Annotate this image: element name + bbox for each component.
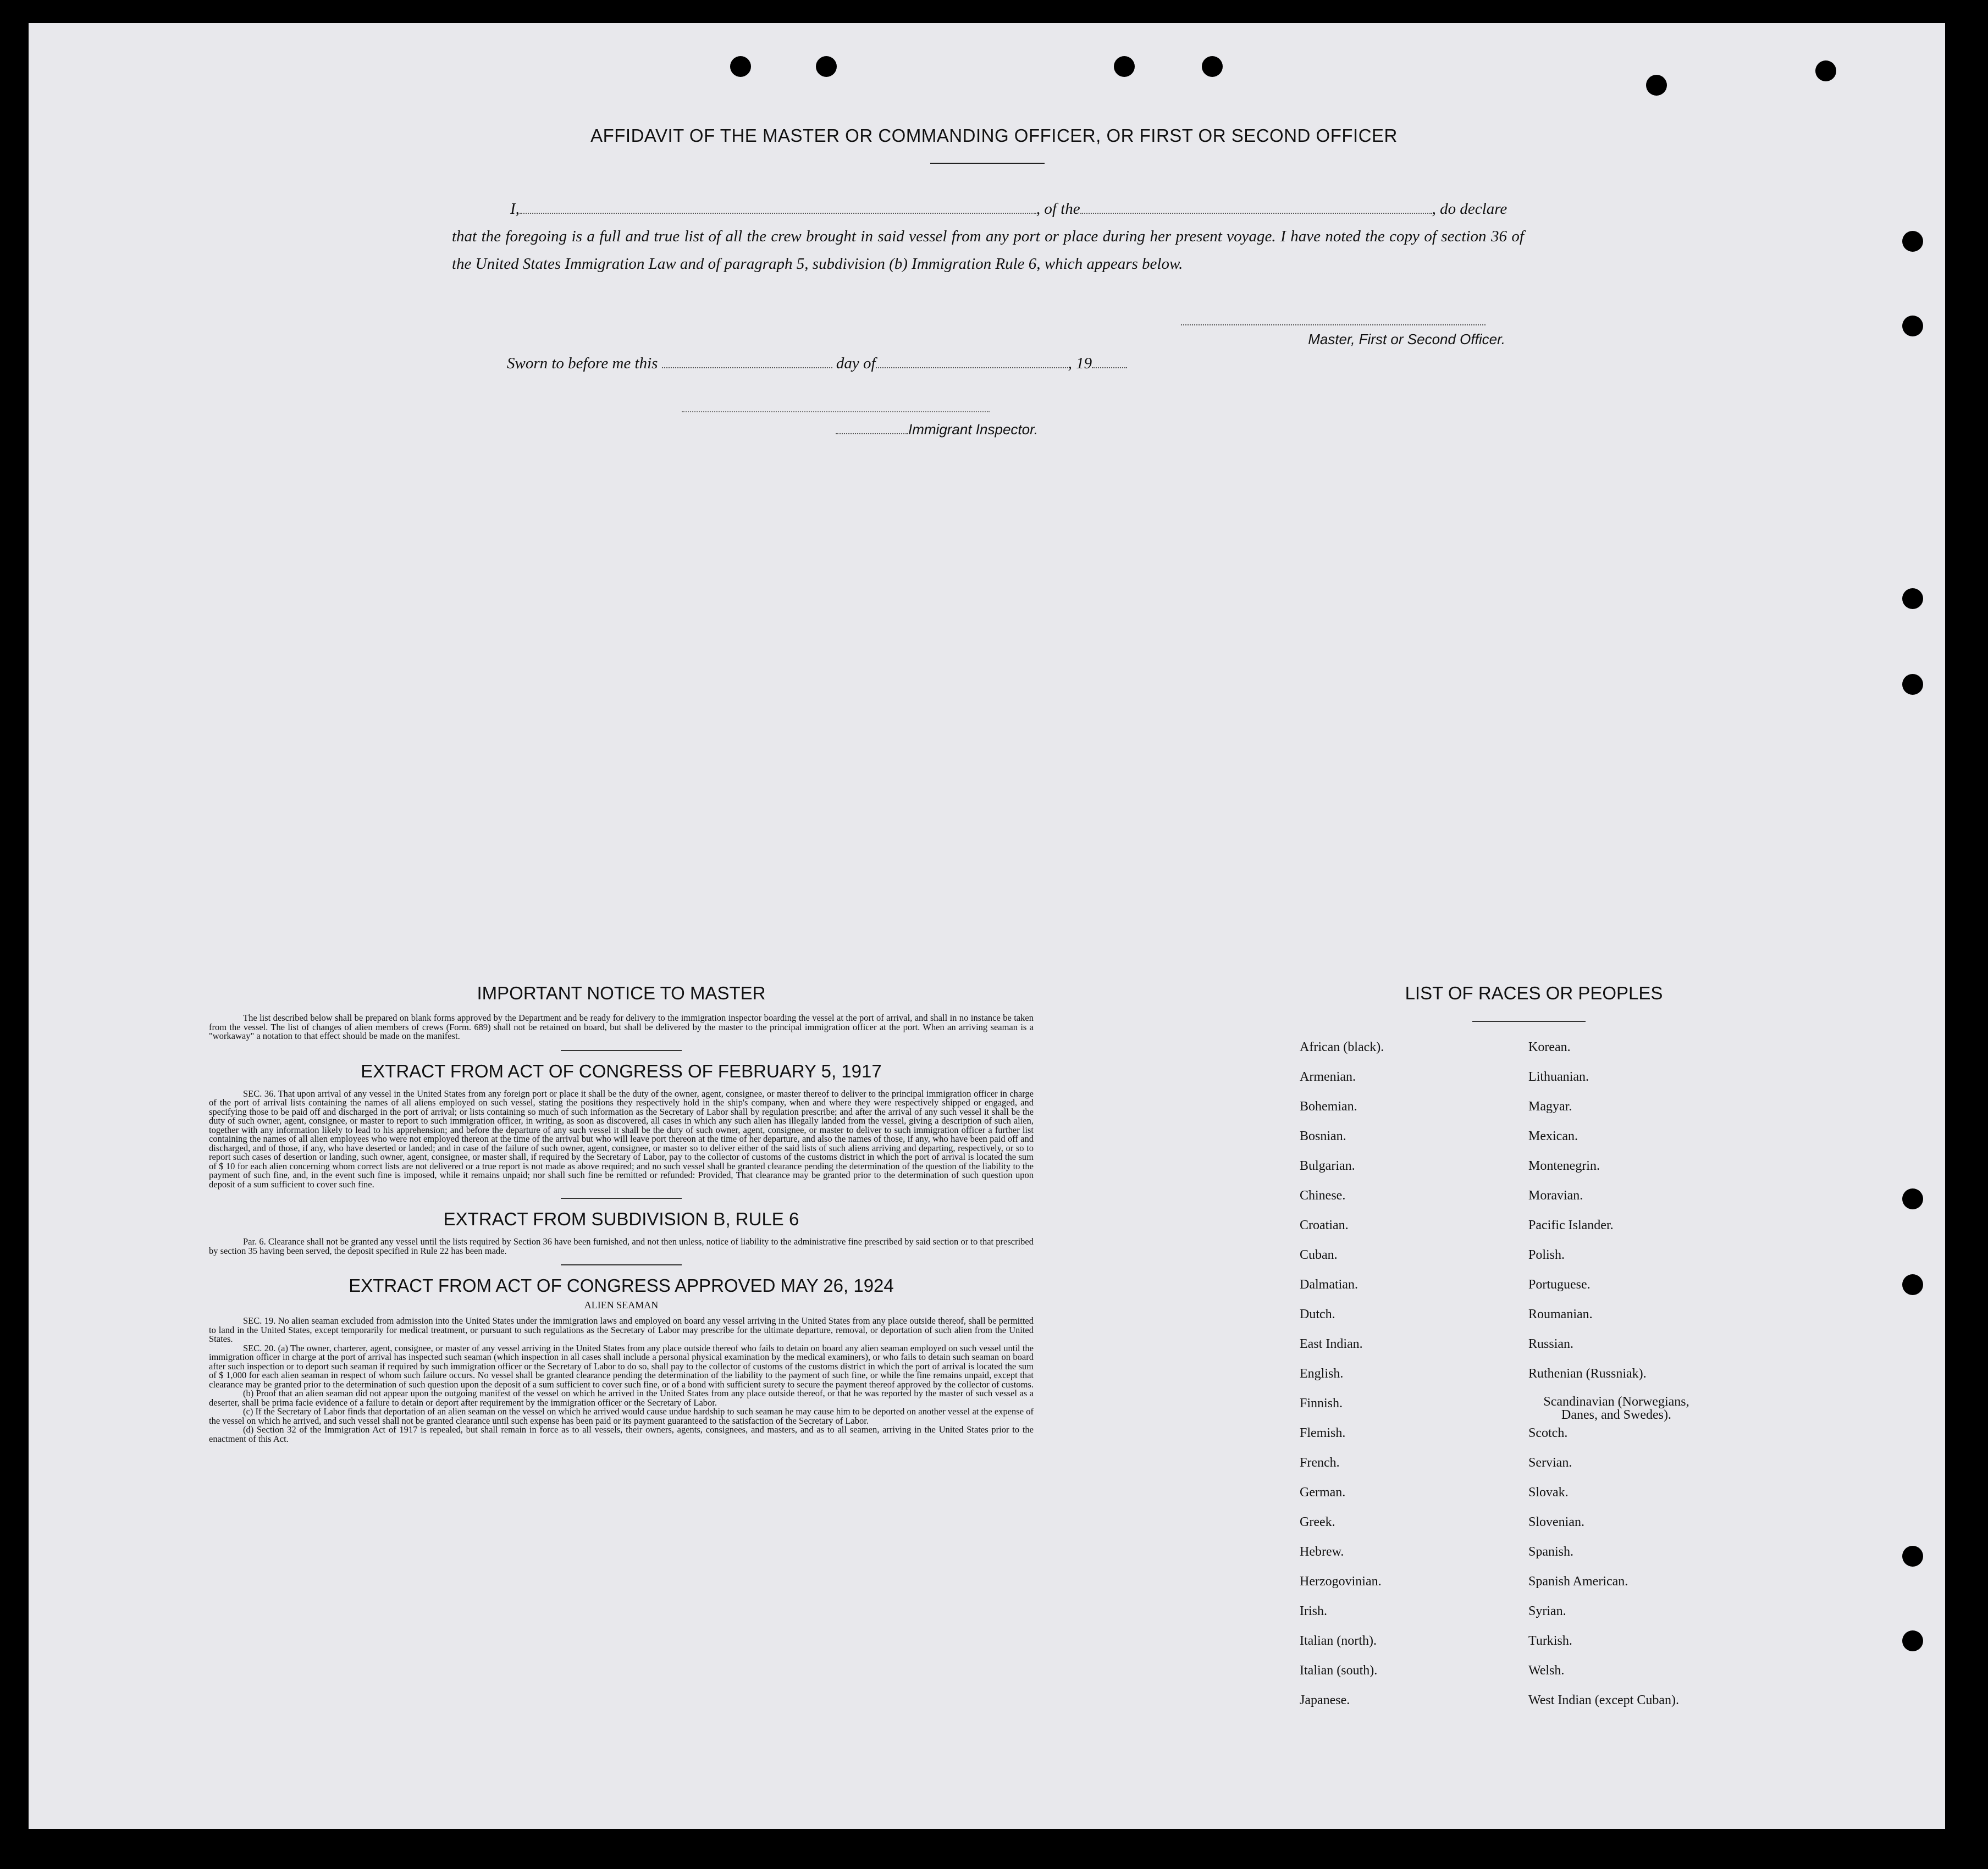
race-item: Portuguese. [1528,1278,1591,1292]
extract-1917-title: EXTRACT FROM ACT OF CONGRESS OF FEBRUARY 5, 1917 [361,1060,882,1081]
extract-1924-sec20b: (b) Proof that an alien seaman did not appear upon the outgoing manifest of the vessel on which he arrived in the United States from any place outside thereof, or that he was reported by the master of such vessel as a deserter, shall be prima facie evidence of a failure to detain or deport after requirement by the immigration officer or the Secretary of Labor. [209,1388,1034,1408]
race-item: Bohemian. [1300,1099,1357,1114]
race-item: Irish. [1300,1604,1327,1618]
extract-rule6-title: EXTRACT FROM SUBDIVISION B, RULE 6 [443,1209,799,1229]
race-item: Slovenian. [1528,1515,1584,1529]
race-item: Servian. [1528,1456,1572,1470]
race-item: Finnish. [1300,1396,1343,1411]
sworn-line [507,352,1127,373]
race-item: Lithuanian. [1528,1070,1589,1084]
race-item: Slovak. [1528,1485,1569,1500]
race-item: Roumanian. [1528,1307,1593,1321]
sworn-prefix: Sworn to before me this [507,355,658,372]
race-item: Dutch. [1300,1307,1335,1321]
extract-1924-sec20c: (c) If the Secretary of Labor finds that deportation of an alien seaman on the vessel on which he arrived would cause undue hardship to such seaman he may cause him to be deported on another vessel at the expense of the vessel on which he arrived, and such vessel shall not be granted clearance until such expense has been paid or its payment guaranteed to the satisfaction of the Secretary of Labor. [209,1406,1034,1426]
notice-title: IMPORTANT NOTICE TO MASTER [477,983,766,1003]
affidavit-i: I, [510,200,520,218]
race-item: Turkish. [1528,1634,1572,1648]
race-item: Pacific Islander. [1528,1218,1614,1232]
race-item: Mexican. [1528,1129,1578,1143]
notices-column [209,983,1034,1444]
race-item: Korean. [1528,1040,1571,1054]
inspector-label [836,421,1038,438]
divider [561,1050,682,1051]
punch-hole [1902,674,1923,695]
extract-1924-sec20a: SEC. 20. (a) The owner, charterer, agent, consignee, or master of any vessel arriving in the United States from any place outside thereof who fails to detain on board any alien seaman employed on such vessel until the immigration officer in charge at the port of arrival has inspected such seaman (which inspection in all cases shall include a personal physical examination by the medical examiners), or who fails to detain such seaman on board after such inspection or to deport such seaman if required by such immigration officer or the Secretary of Labor to do so, shall pay to the collector of customs of the customs district in which the port of arrival is located the sum of $ 1,000 for each alien seaman in respect of whom such failure occurs. No vessel shall be granted clearance pending the determination of the liability to the payment of such fine, or while the fine remains unpaid, except that clearance may be granted prior to the determination of such question upon the deposit of a sum sufficient to cover such fine, or of a bond with sufficient surety to secure the payment thereof approved by the collector of customs. [209,1342,1034,1390]
race-item: Bulgarian. [1300,1159,1355,1173]
race-item: Magyar. [1528,1099,1572,1114]
race-item: Ruthenian (Russniak). [1528,1367,1647,1381]
extract-1924-sec20d: (d) Section 32 of the Immigration Act of 1917 is repealed, but shall remain in force as to all vessels, their owners, agents, consignees, and masters, and as to all seamen, arriving in the United States prior to the enactment of this Act. [209,1424,1034,1444]
races-title: LIST OF RACES OR PEOPLES [1405,983,1663,1003]
race-item: Bosnian. [1300,1129,1346,1143]
race-item: Syrian. [1528,1604,1566,1618]
race-item: Greek. [1300,1515,1335,1529]
punch-hole [1902,316,1923,336]
extract-1924-title: EXTRACT FROM ACT OF CONGRESS APPROVED MAY 26, 1924 [349,1275,894,1296]
punch-hole [1114,56,1135,77]
inspector-label-text: Immigrant Inspector. [908,421,1039,438]
name-blank[interactable] [520,197,1036,214]
race-item: English. [1300,1367,1344,1381]
vessel-blank[interactable] [1080,197,1432,214]
sworn-year: , 19 [1068,355,1092,372]
affidavit-body [452,195,1524,278]
race-item: Spanish. [1528,1545,1574,1559]
race-item: Italian (south). [1300,1663,1378,1678]
race-item: Welsh. [1528,1663,1565,1678]
punch-hole [1646,75,1667,96]
punch-hole [1902,1274,1923,1295]
race-item: Italian (north). [1300,1634,1377,1648]
punch-hole [816,56,837,77]
sworn-year-blank[interactable] [1092,352,1127,368]
race-item: African (black). [1300,1040,1384,1054]
signature-line[interactable] [1181,324,1486,325]
races-column-1 [1300,1039,1384,1722]
notice-text: The list described below shall be prepared on blank forms approved by the Department and be ready for delivery to the immigration inspector boarding the vessel at the port of arrival, and shall in no instance be taken from the vessel. The list of changes of alien members of crews (Form. 689) shall not be retained on board, but shall be delivered by the master to the principal immigration officer at the port. When an arriving seaman is a "workaway" a notation to that effect should be made on the manifest. [209,1013,1034,1041]
affidavit-text: that the foregoing is a full and true list of all the crew brought in said vessel from any port or place during her present voyage. I have noted the copy of section 36 of the United States Immigration Law and of paragraph 5, subdivision (b) Immigration Rule 6, which appears below. [452,228,1524,273]
punch-hole [1902,1188,1923,1209]
punch-hole [1815,60,1836,81]
affidavit-declare: , do declare [1432,200,1507,218]
affidavit-of-the: , of the [1036,200,1080,218]
race-item: Scandinavian (Norwegians, Danes, and Swedes). [1543,1395,1689,1422]
extract-1924-sec19: SEC. 19. No alien seaman excluded from admission into the United States under the immigration laws and employed on board any vessel arriving in the United States from any place outside thereof, shall be permitted to land in the United States, except temporarily for medical treatment, or pursuant to such regulations as the Secretary of Labor may prescribe for the ultimate departure, removal, or deportation of such alien from the United States. [209,1315,1034,1344]
race-item: Chinese. [1300,1188,1346,1203]
punch-hole [1902,588,1923,609]
race-item: West Indian (except Cuban). [1528,1693,1679,1707]
race-item: Scotch. [1528,1426,1568,1440]
race-item: Cuban. [1300,1248,1338,1262]
punch-hole [1202,56,1223,77]
extract-1917-text: SEC. 36. That upon arrival of any vessel in the United States from any foreign port or place it shall be the duty of the owner, agent, consignee, or master thereof to deliver to the principal immigration officer in charge of the port of arrival lists containing the names of all aliens employed on such vessel, stating the positions they respectively hold in the ship's company, when and where they were respectively shipped or engaged, and specifying those to be paid off and discharged in the port of arrival; or lists containing so much of such information as the Secretary of Labor shall by regulation prescribe; and after the arrival of any such vessel it shall be the duty of such owner, agent, consignee, or master to report to such immigration officer, in writing, as soon as discovered, all cases in which any such alien has illegally landed from the vessel, giving a description of such alien, together with any information likely to lead to his apprehension; and before the departure of any such vessel it shall be the duty of such owner, agent, consignee, or master to deliver to such immigration officer a further list containing the names of all alien employees who were not employed thereon at the time of the arrival but who will leave port thereon at the time of her departure, and also the names of those, if any, who have been paid off and discharged, and of those, if any, who have deserted or landed; and in case of the failure of such owner, agent, consignee, or master so to deliver either of the said lists of such aliens arriving and departing, respectively, or so to report such cases of desertion or landing, such owner, agent, consignee, or master shall, if required by the Secretary of Labor, pay to the collector of customs of the customs district in which the port of arrival is located the sum of $ 10 for each alien concerning whom correct lists are not delivered or a true report is not made as above required; and no such vessel shall be granted clearance pending the determination of the question of the liability to the payment of such fine, and, in the event such fine is imposed, while it remains unpaid; nor shall such fine be remitted or refunded: Provided, That clearance may be granted prior to the determination of such question upon deposit of a sum sufficient to cover such fine. [209,1088,1034,1190]
race-item: Moravian. [1528,1188,1583,1203]
extract-rule6-text: Par. 6. Clearance shall not be granted any vessel until the lists required by Section 36 have been furnished, and not then unless, notice of liability to the administrative fine prescribed by said section or to that prescribed by section 35 having been served, the deposit specified in Rule 22 has been made. [209,1236,1034,1256]
race-item: French. [1300,1456,1340,1470]
sworn-month-blank[interactable] [876,352,1068,368]
race-item: Croatian. [1300,1218,1349,1232]
race-item: Spanish American. [1528,1574,1628,1589]
signature-label: Master, First or Second Officer. [1308,331,1505,347]
punch-hole [730,56,751,77]
inspector-signature-line[interactable] [682,411,990,412]
race-item: Flemish. [1300,1426,1346,1440]
race-item: Japanese. [1300,1693,1350,1707]
affidavit-first-line [452,195,1524,223]
race-item: Armenian. [1300,1070,1356,1084]
inspector-blank[interactable] [836,421,908,434]
races-divider [1472,1021,1586,1022]
punch-hole [1902,231,1923,252]
punch-hole [1902,1630,1923,1651]
race-item: Russian. [1528,1337,1574,1351]
races-column-2 [1528,1039,1704,1722]
divider [561,1264,682,1265]
race-item: Hebrew. [1300,1545,1344,1559]
sworn-day-of: day of [836,355,876,372]
extract-1924-subtitle: ALIEN SEAMAN [584,1300,659,1310]
race-item: Montenegrin. [1528,1159,1600,1173]
race-item: Dalmatian. [1300,1278,1358,1292]
punch-hole [1902,1546,1923,1567]
race-item: East Indian. [1300,1337,1363,1351]
affidavit-title: AFFIDAVIT OF THE MASTER OR COMMANDING OFFICER, OR FIRST OR SECOND OFFICER [590,125,1398,146]
divider [561,1198,682,1199]
race-item: Polish. [1528,1248,1565,1262]
race-item: German. [1300,1485,1346,1500]
race-item: Herzogovinian. [1300,1574,1382,1589]
sworn-day-blank[interactable] [662,352,832,368]
title-divider [930,163,1045,164]
